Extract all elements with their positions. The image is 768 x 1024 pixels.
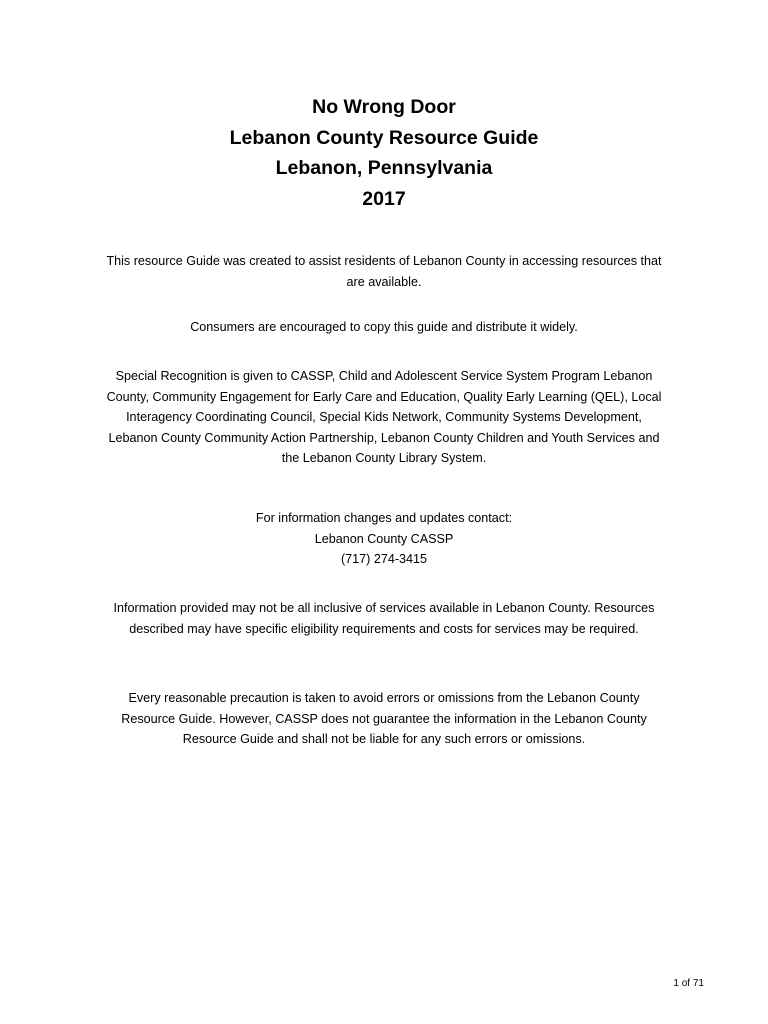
intro-line: are available. xyxy=(346,274,422,289)
recognition-line: Interagency Coordinating Council, Special Kids Network, Community Systems Development, xyxy=(126,410,642,425)
recognition-line: Lebanon County Community Action Partnership, Lebanon County Children and Youth Services and xyxy=(108,430,660,445)
inclusive-notice-line: described may have specific eligibility requirements and costs for services may be required. xyxy=(129,621,639,636)
intro-paragraph xyxy=(64,251,704,292)
document-title xyxy=(0,92,768,214)
disclaimer-paragraph xyxy=(64,688,704,750)
contact-heading: For information changes and updates contact: xyxy=(255,511,513,525)
recognition-line: Special Recognition is given to CASSP, Child and Adolescent Service System Program Lebanon xyxy=(115,369,653,383)
recognition-line: County, Community Engagement for Early Care and Education, Quality Early Learning (QEL), Local xyxy=(106,389,662,404)
contact-phone: (717) 274-3415 xyxy=(340,552,428,567)
title-line-location: Lebanon, Pennsylvania xyxy=(275,157,493,179)
copy-notice-line: Consumers are encouraged to copy this guide and distribute it widely. xyxy=(190,320,578,334)
page-number: 1 of 71 xyxy=(673,978,704,989)
title-line-program: No Wrong Door xyxy=(312,96,456,118)
recognition-paragraph xyxy=(64,366,704,469)
inclusive-notice-paragraph xyxy=(64,598,704,639)
inclusive-notice-line: Information provided may not be all inclusive of services available in Lebanon County. Resources xyxy=(113,601,655,615)
disclaimer-line: Every reasonable precaution is taken to avoid errors or omissions from the Lebanon County xyxy=(128,691,640,705)
disclaimer-line: Resource Guide and shall not be liable for any such errors or omissions. xyxy=(182,732,586,747)
disclaimer-line: Resource Guide. However, CASSP does not guarantee the information in the Lebanon County xyxy=(121,711,647,726)
contact-block xyxy=(64,508,704,570)
title-line-guide: Lebanon County Resource Guide xyxy=(229,126,539,149)
contact-organization: Lebanon County CASSP xyxy=(314,531,454,546)
title-line-year: 2017 xyxy=(362,187,406,210)
copy-notice-paragraph xyxy=(64,317,704,338)
intro-line: This resource Guide was created to assist residents of Lebanon County in accessing resources that xyxy=(106,254,662,268)
recognition-line: the Lebanon County Library System. xyxy=(281,451,487,466)
